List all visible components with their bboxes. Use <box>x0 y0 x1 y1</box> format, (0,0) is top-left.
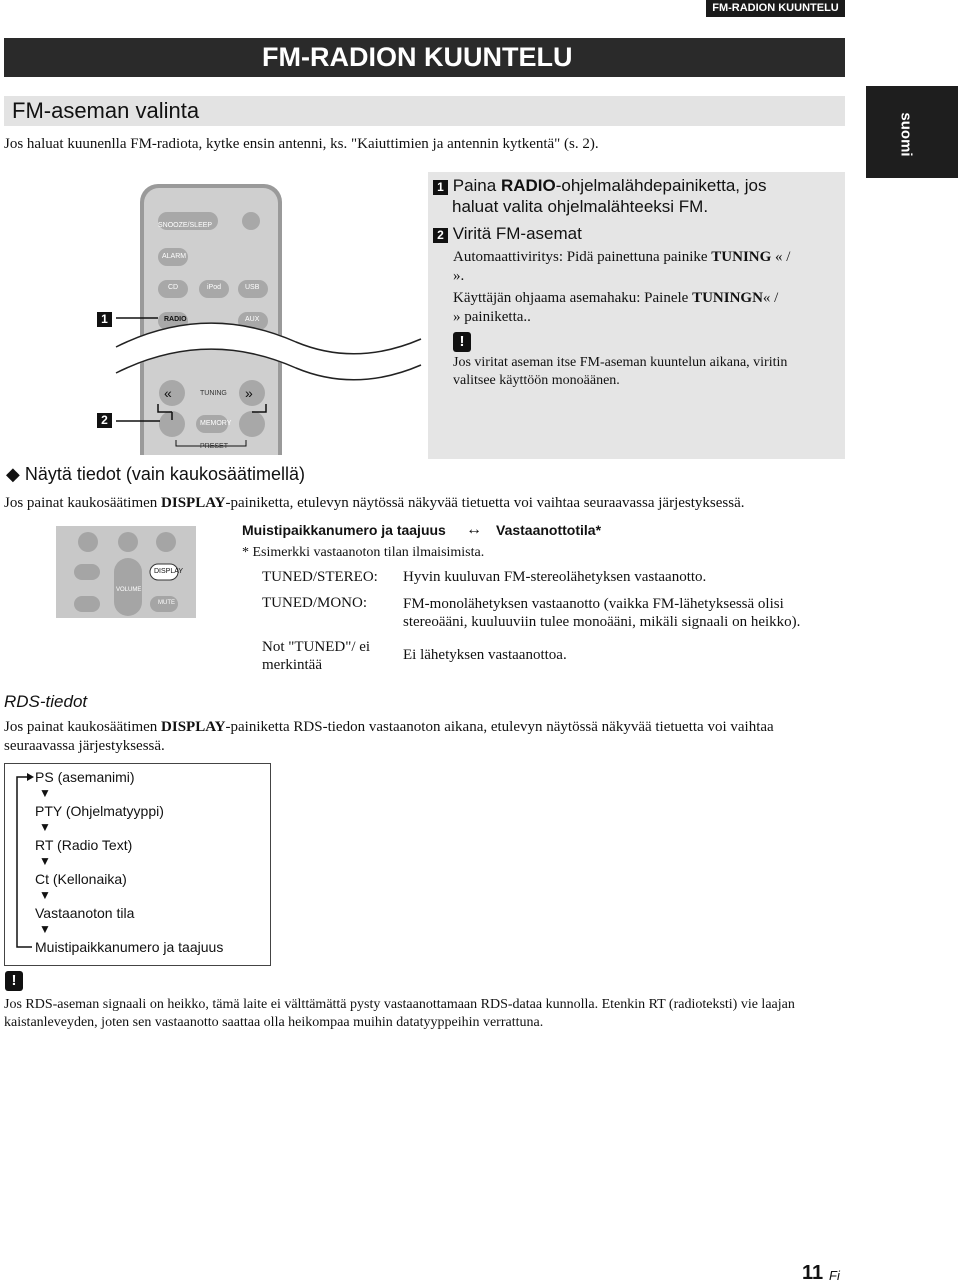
rds-para-a: Jos painat kaukosäätimen <box>4 719 162 735</box>
flow-pty: PTY (Ohjelmatyyppi) <box>35 803 164 819</box>
rds-para-c: -painiketta RDS-tiedon vastaanoton aikana, etulevyn näytössä näkyvää tietuetta voi vaihtaa seuraavassa järjestyksessä. <box>4 719 774 754</box>
display-para-c: -painiketta, etulevyn näytössä näkyvää tietuetta voi vaihtaa seuraavassa järjestyksessä. <box>225 495 745 511</box>
rds-flow-box <box>4 763 271 966</box>
manual-tuning-text: Käyttäjän ohjaama asemahaku: Painele TUNINGN« / » painiketta.. <box>453 290 779 325</box>
step-1 <box>433 176 838 196</box>
arrow-down-icon: ▼ <box>39 922 51 936</box>
snooze-button: SNOOZE/SLEEP <box>158 222 213 229</box>
page-title: FM-RADION KUUNTELU <box>4 38 845 77</box>
example-note: * Esimerkki vastaanoton tilan ilmaisimista. <box>242 545 485 560</box>
step-1-text-c: -ohjelmalähdepainiketta, jos <box>555 176 767 195</box>
rds-para-b: DISPLAY <box>161 719 226 735</box>
flow-ct: Ct (Kellonaika) <box>35 871 127 887</box>
display-paragraph <box>4 495 745 512</box>
page-language: Fi <box>829 1268 840 1283</box>
arrow-down-icon: ▼ <box>39 786 51 800</box>
manual-tuning-a: Käyttäjän ohjaama asemahaku: Painele <box>453 290 693 306</box>
manual-tuning-b: TUNINGN <box>692 290 763 306</box>
arrow-down-icon: ▼ <box>39 888 51 902</box>
rds-paragraph <box>4 718 834 756</box>
volume-label: VOLUME <box>116 587 142 593</box>
running-header: FM-RADION KUUNTELU <box>706 0 845 17</box>
diamond-icon: ◆ <box>6 464 20 484</box>
mode-right: Vastaanottotila* <box>496 522 602 538</box>
row-mono-value: FM-monolähetyksen vastaanotto (vaikka FM-lähetyksessä olisi stereoääni, kuuluuviin tulee monoääni, mikäli signaali on heikko). <box>403 596 801 630</box>
arrow-down-icon: ▼ <box>39 854 51 868</box>
swap-arrow-icon: ↔ <box>466 521 482 538</box>
flow-reception: Vastaanoton tila <box>35 905 135 921</box>
tuning-up-icon: » <box>245 385 253 401</box>
row-stereo-key: TUNED/STEREO: <box>262 569 378 585</box>
step-2 <box>433 224 582 244</box>
auto-tuning-a: Automaattiviritys: Pidä painettuna painike <box>453 249 712 265</box>
aux-button: AUX <box>245 316 260 323</box>
tuning-down-icon: « <box>164 385 172 401</box>
remote-illustration <box>96 180 426 455</box>
mono-note: Jos viritat aseman itse FM-aseman kuuntelun aikana, viritin valitsee käyttöön monoäänen. <box>453 355 788 388</box>
warning-icon: ! <box>453 332 471 352</box>
section-title: FM-aseman valinta <box>12 98 200 123</box>
row-none-value: Ei lähetyksen vastaanottoa. <box>403 647 567 663</box>
page-number: 11 <box>802 1262 824 1284</box>
intro-text: Jos haluat kuunenlla FM-radiota, kytke ensin antenni, ks. "Kaiuttimien ja antennin kytkentä" (s. 2). <box>4 136 599 152</box>
rds-note: Jos RDS-aseman signaali on heikko, tämä laite ei välttämättä pysty vastaanottamaan RDS-dataa kunnolla. Etenkin RT (radioteksti) vie laajan kaistanleveyden, joten sen vastaanotto saattaa olla heikompaa muihin datatyyppeihin verrattuna. <box>4 997 795 1030</box>
language-tab-label: suomi <box>897 112 915 157</box>
arrow-down-icon: ▼ <box>39 820 51 834</box>
display-heading-text: Näytä tiedot (vain kaukosäätimellä) <box>24 464 305 484</box>
step-1-line2: haluat valita ohjelmalähteeksi FM. <box>452 197 709 216</box>
tuning-label: TUNING <box>200 390 227 397</box>
row-stereo-value: Hyvin kuuluvan FM-stereolähetyksen vastaanotto. <box>403 569 707 585</box>
auto-tuning-text: Automaattiviritys: Pidä painettuna painike TUNING « / ». <box>453 249 791 284</box>
display-button: DISPLAY <box>154 568 184 575</box>
radio-button: RADIO <box>164 316 187 323</box>
alarm-button: ALARM <box>162 253 187 260</box>
display-para-a: Jos painat kaukosäätimen <box>4 495 162 511</box>
flow-rt: RT (Radio Text) <box>35 837 133 853</box>
flow-memory: Muistipaikkanumero ja taajuus <box>35 939 224 955</box>
step-1-radio: RADIO <box>500 176 556 195</box>
row-none-key: Not "TUNED"/ ei merkintää <box>262 639 371 673</box>
rds-title: RDS-tiedot <box>4 692 88 711</box>
manual-tuning-c: painiketta.. <box>464 309 531 325</box>
preset-label: PRESET <box>200 443 229 450</box>
usb-button: USB <box>245 284 260 291</box>
step-2-title: Viritä FM-asemat <box>452 224 582 243</box>
cd-button: CD <box>168 284 179 291</box>
mute-button: MUTE <box>158 600 175 606</box>
flow-ps: PS (asemanimi) <box>35 769 135 785</box>
display-para-b: DISPLAY <box>161 495 226 511</box>
row-mono-key: TUNED/MONO: <box>262 595 367 611</box>
step-1-text-a: Paina <box>452 176 501 195</box>
step-1-number: 1 <box>433 180 448 195</box>
display-heading <box>6 464 305 485</box>
ipod-button: iPod <box>207 284 222 291</box>
warning-icon: ! <box>5 971 23 991</box>
callout-1: 1 <box>97 312 112 327</box>
auto-tuning-b: TUNING <box>711 249 772 265</box>
memory-button: MEMORY <box>200 420 232 427</box>
language-tab <box>866 86 958 178</box>
callout-2: 2 <box>97 413 112 428</box>
mode-left: Muistipaikkanumero ja taajuus <box>242 522 446 538</box>
step-2-number: 2 <box>433 228 448 243</box>
